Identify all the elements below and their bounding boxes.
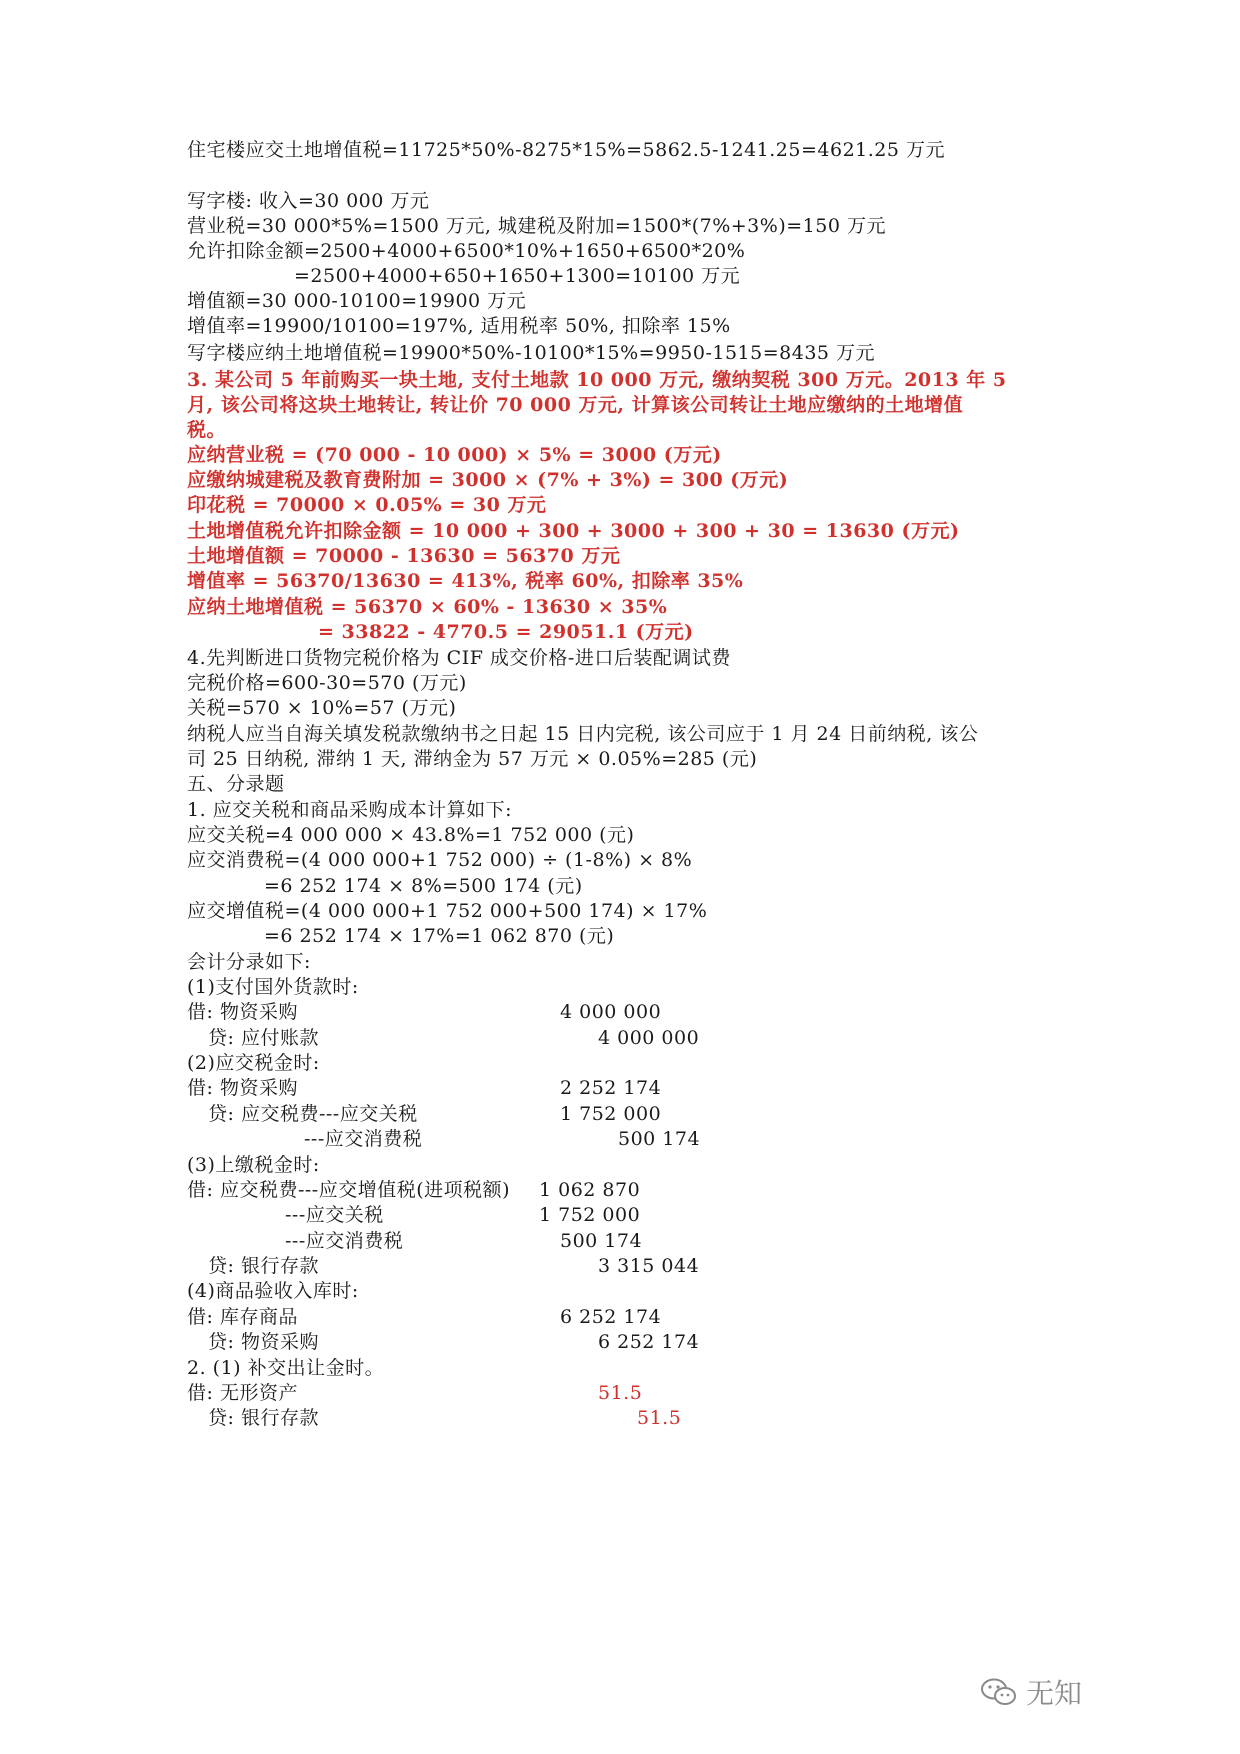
- entry2-credit-2: ---应交消费税: [304, 1128, 423, 1150]
- q4-line-4: 纳税人应当自海关填发税款缴纳书之日起 15 日内完税, 该公司应于 1 月 24 日前纳税, 该公: [187, 723, 979, 745]
- q3-rate-line: 增值率 = 56370/13630 = 413%, 税率 60%, 扣除率 35%: [187, 570, 744, 592]
- entry2-credit-1-amount: 1 752 000: [560, 1103, 662, 1125]
- q2-debit: 借: 无形资产: [187, 1382, 298, 1404]
- part5-q1-title: 1. 应交关税和商品采购成本计算如下:: [187, 799, 513, 821]
- q4-line-5: 司 25 日纳税, 滞纳 1 天, 滞纳金为 57 万元 × 0.05%=285 (元): [187, 748, 758, 770]
- residential-tax-line: 住宅楼应交土地增值税=11725*50%-8275*15%=5862.5-1241.25=4621.25 万元: [187, 139, 946, 161]
- entry3-credit-amount: 3 315 044: [598, 1255, 700, 1277]
- q3-deduction-line: 土地增值税允许扣除金额 = 10 000 + 300 + 3000 + 300 + 30 = 13630 (万元): [187, 520, 960, 542]
- q3-city-tax-line: 应缴纳城建税及教育费附加 = 3000 × (7% + 3%) = 300 (万元): [187, 469, 789, 491]
- consumption-tax-line: 应交消费税=(4 000 000+1 752 000) ÷ (1-8%) × 8%: [187, 849, 693, 871]
- entry2-credit-2-amount: 500 174: [618, 1128, 701, 1150]
- q3-question-line-2: 月, 该公司将这块土地转让, 转让价 70 000 万元, 计算该公司转让土地应缴纳的土地增值: [187, 394, 964, 416]
- entry4-credit: 贷: 物资采购: [208, 1331, 319, 1353]
- journal-intro-line: 会计分录如下:: [187, 951, 311, 973]
- entry2-debit: 借: 物资采购: [187, 1077, 298, 1099]
- entry4-credit-amount: 6 252 174: [598, 1331, 700, 1353]
- entry3-debit-2: ---应交关税: [285, 1204, 384, 1226]
- entry1-debit: 借: 物资采购: [187, 1001, 298, 1023]
- office-tax-line: 写字楼应纳土地增值税=19900*50%-10100*15%=9950-1515=8435 万元: [187, 342, 876, 364]
- office-value-added-line: 增值额=30 000-10100=19900 万元: [187, 290, 527, 312]
- part5-title: 五、分录题: [187, 773, 285, 795]
- q3-question-line-1: 3. 某公司 5 年前购买一块土地, 支付土地款 10 000 万元, 缴纳契税 300 万元。2013 年 5: [187, 369, 1007, 391]
- q2-credit-amount: 51.5: [637, 1407, 682, 1429]
- entry1-credit-amount: 4 000 000: [598, 1027, 700, 1049]
- entry1-title: (1)支付国外货款时:: [187, 976, 359, 998]
- q3-land-tax-result-line: = 33822 - 4770.5 = 29051.1 (万元): [318, 621, 694, 643]
- q2-credit: 贷: 银行存款: [208, 1407, 319, 1429]
- q4-line-2: 完税价格=600-30=570 (万元): [187, 672, 467, 694]
- entry3-debit-3-amount: 500 174: [560, 1230, 643, 1252]
- entry3-debit-2-amount: 1 752 000: [539, 1204, 641, 1226]
- office-income-line: 写字楼: 收入=30 000 万元: [187, 190, 430, 212]
- q3-question-line-3: 税。: [187, 419, 227, 441]
- entry3-credit: 贷: 银行存款: [208, 1255, 319, 1277]
- office-business-tax-line: 营业税=30 000*5%=1500 万元, 城建税及附加=1500*(7%+3%)=150 万元: [187, 215, 886, 237]
- entry4-debit: 借: 库存商品: [187, 1306, 298, 1328]
- q4-line-1: 4.先判断进口货物完税价格为 CIF 成交价格-进口后装配调试费: [187, 647, 731, 669]
- q3-value-added-line: 土地增值额 = 70000 - 13630 = 56370 万元: [187, 545, 621, 567]
- entry3-debit-3: ---应交消费税: [285, 1230, 404, 1252]
- customs-duty-line: 应交关税=4 000 000 × 43.8%=1 752 000 (元): [187, 824, 635, 846]
- consumption-tax-result-line: =6 252 174 × 8%=500 174 (元): [264, 875, 583, 897]
- vat-result-line: =6 252 174 × 17%=1 062 870 (元): [264, 925, 615, 947]
- entry4-debit-amount: 6 252 174: [560, 1306, 662, 1328]
- q3-land-tax-line: 应纳土地增值税 = 56370 × 60% - 13630 × 35%: [187, 596, 668, 618]
- entry2-title: (2)应交税金时:: [187, 1052, 320, 1074]
- q2-debit-amount: 51.5: [598, 1382, 643, 1404]
- entry3-debit-1-amount: 1 062 870: [539, 1179, 641, 1201]
- entry3-debit-1: 借: 应交税费---应交增值税(进项税额): [187, 1179, 511, 1201]
- wechat-icon: [980, 1677, 1018, 1707]
- q3-stamp-tax-line: 印花税 = 70000 × 0.05% = 30 万元: [187, 494, 547, 516]
- q3-business-tax-line: 应纳营业税 = (70 000 - 10 000) × 5% = 3000 (万元): [187, 444, 722, 466]
- entry3-title: (3)上缴税金时:: [187, 1154, 320, 1176]
- q4-line-3: 关税=570 × 10%=57 (万元): [187, 697, 457, 719]
- watermark: [980, 1672, 1082, 1712]
- vat-line: 应交增值税=(4 000 000+1 752 000+500 174) × 17%: [187, 900, 708, 922]
- entry4-title: (4)商品验收入库时:: [187, 1280, 359, 1302]
- part5-q2-title: 2. (1) 补交出让金时。: [187, 1357, 385, 1379]
- office-deduction-line: 允许扣除金额=2500+4000+6500*10%+1650+6500*20%: [187, 240, 746, 262]
- office-deduction-result-line: =2500+4000+650+1650+1300=10100 万元: [294, 265, 741, 287]
- entry2-debit-amount: 2 252 174: [560, 1077, 662, 1099]
- office-rate-line: 增值率=19900/10100=197%, 适用税率 50%, 扣除率 15%: [187, 315, 731, 337]
- watermark-text: 无知: [1026, 1677, 1083, 1710]
- entry1-debit-amount: 4 000 000: [560, 1001, 662, 1023]
- entry1-credit: 贷: 应付账款: [208, 1027, 319, 1049]
- entry2-credit-1: 贷: 应交税费---应交关税: [208, 1103, 418, 1125]
